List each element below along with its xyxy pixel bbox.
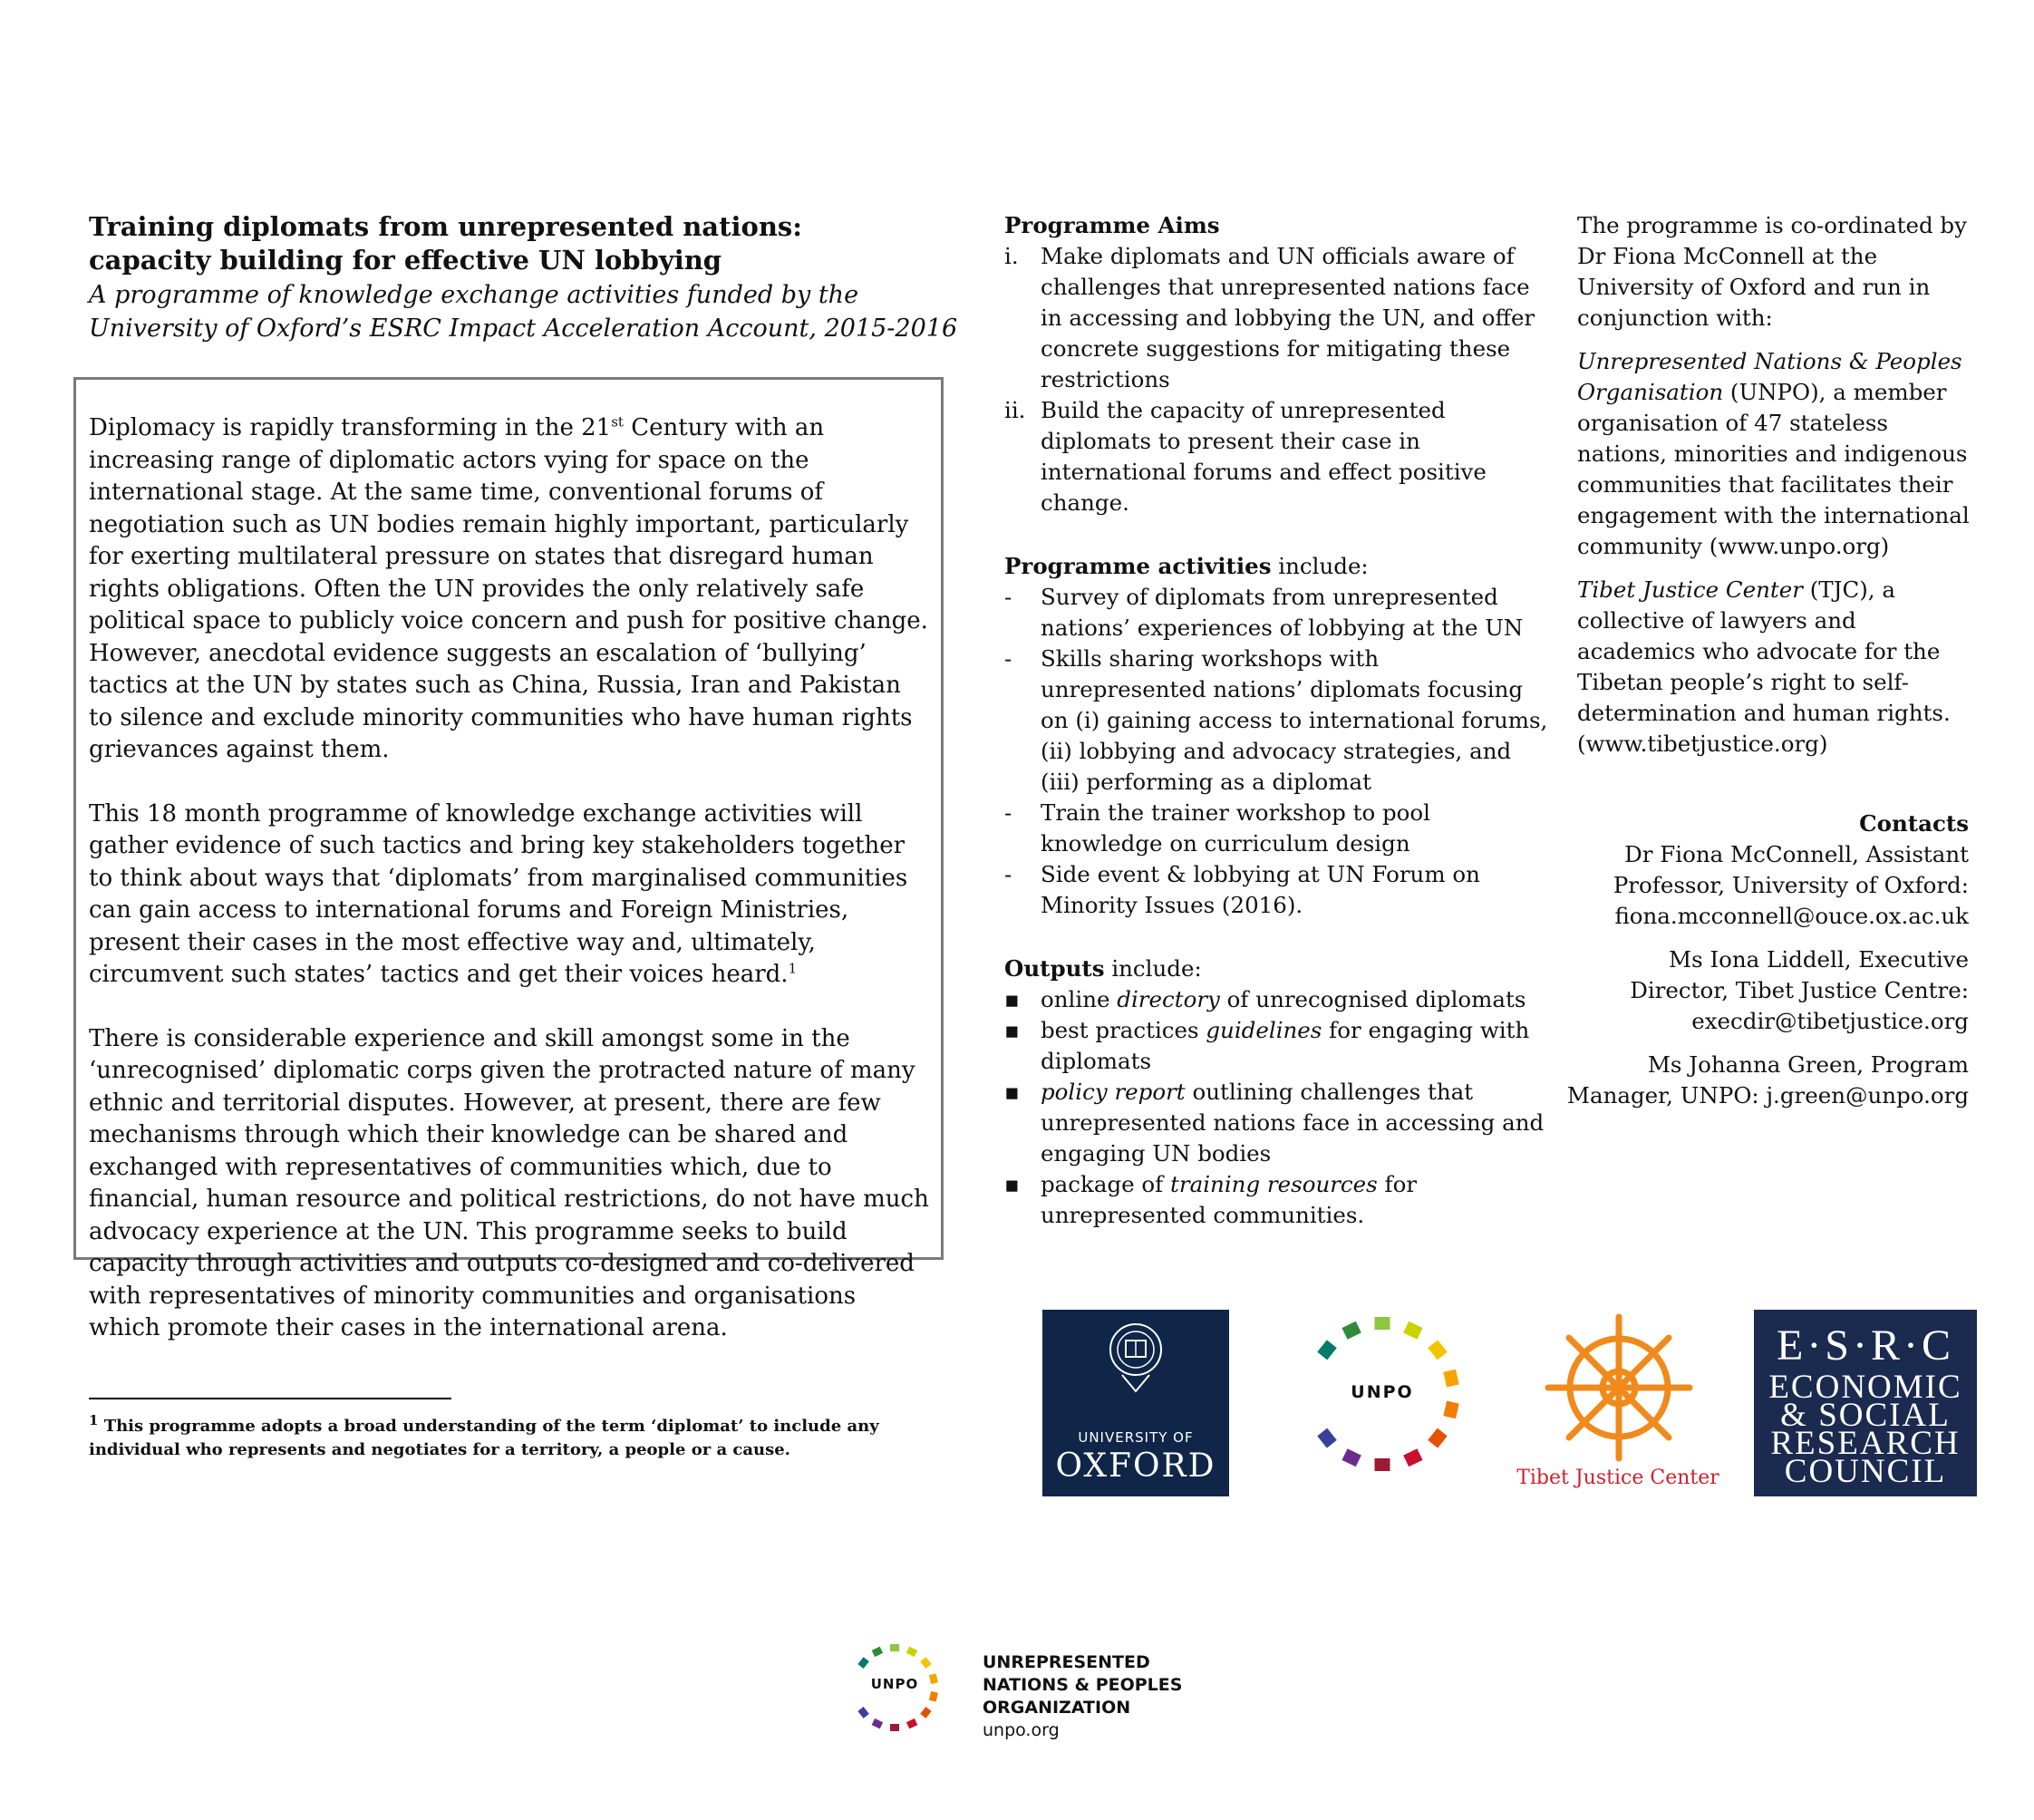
contact-email[interactable]: execdir@tibetjustice.org <box>1691 1008 1969 1034</box>
oxford-logo <box>1042 1310 1229 1496</box>
ring-segment <box>1317 1428 1337 1448</box>
outputs-heading <box>1004 954 1548 984</box>
contact-line: Ms Iona Liddell, Executive <box>1669 946 1969 973</box>
ring-segment <box>1341 1448 1361 1467</box>
unpo-description <box>1577 346 1976 562</box>
ring-segment <box>872 1718 883 1729</box>
item-text: online <box>1041 986 1118 1012</box>
esrc-line: COUNCIL <box>1784 1453 1947 1490</box>
list-item-text: Make diplomats and UN officials aware of challenges that unrepresented nations face in accessing and lobbying the UN, and offer concrete suggestions for mitigating these restrictions <box>1041 243 1535 392</box>
esrc-line: RESEARCH <box>1770 1425 1961 1462</box>
ring-segment <box>929 1691 938 1702</box>
esrc-fullname <box>1754 1369 1977 1490</box>
ring-segment <box>1428 1428 1448 1448</box>
dash-marker: - <box>1004 645 1012 672</box>
list-item <box>1004 798 1548 859</box>
ring-segment <box>890 1724 899 1731</box>
oxford-logo-line2: OXFORD <box>1055 1447 1216 1485</box>
intro-p2-text: This 18 month programme of knowledge exchange activities will gather evidence of such tactics and bring key stakeholders together to think about ways that ‘diplomats’ from marginalised communities can gain access to international forums and Foreign Ministries, present their cases in the most effective way and, ultimately, circumvent such states’ tactics and get their voices heard. <box>89 799 908 988</box>
title-line-1: Training diplomats from unrepresented nations: <box>89 211 802 242</box>
dash-marker: - <box>1004 584 1012 610</box>
ring-segment <box>906 1718 917 1729</box>
dash-marker: - <box>1004 861 1012 887</box>
ring-segment <box>920 1657 931 1669</box>
item-emphasis: guidelines <box>1206 1017 1322 1043</box>
intro-paragraph-1 <box>89 412 932 767</box>
footnote-ref[interactable]: 1 <box>788 960 798 977</box>
item-text: best practices <box>1041 1017 1206 1043</box>
intro-p1-text-b: Century with an increasing range of diplomatic actors vying for space on the international stage. At the same time, conventional forums of negotiation such as UN bodies remain highly important, particularly for exerting multilateral pressure on states that disregard human rights obligations. Often the UN provides the only relatively safe political space to publicly voice concern and push for positive change. However, anecdotal evidence suggests an escalation of ‘bullying’ tactics at the UN by states such as China, Russia, Iran and Pakistan to silence and exclude minority communities who have human rights grievances against them. <box>89 414 928 763</box>
esrc-logo <box>1754 1310 1977 1496</box>
contacts <box>1541 808 1969 1124</box>
intro-p1-text-a: Diplomacy is rapidly transforming in the 21 <box>89 414 612 441</box>
programme-column <box>1004 210 1548 1263</box>
tjc-name: Tibet Justice Center <box>1577 576 1803 603</box>
subtitle-line-1: A programme of knowledge exchange activities funded by the <box>89 281 859 309</box>
unpo-footer-word: UNPO <box>870 1676 919 1692</box>
esrc-initials: E·S·R·C <box>1777 1321 1954 1370</box>
list-item <box>1004 1169 1548 1231</box>
tjc-text: (TJC), a collective of lawyers and academics who advocate for the Tibetan people’s right to self-determination and human rights. (www.tibetjustice.org) <box>1577 576 1951 757</box>
coordination-intro: The programme is co-ordinated by Dr Fiona McConnell at the University of Oxford and run in conjunction with: <box>1577 212 1967 331</box>
page-subtitle <box>89 278 959 345</box>
list-item <box>1004 241 1548 395</box>
outputs-heading-suffix: include: <box>1104 955 1202 982</box>
subtitle-line-2: University of Oxford’s ESRC Impact Acceleration Account, 2015-2016 <box>89 315 958 343</box>
list-item <box>1004 859 1548 921</box>
coordination-column <box>1577 210 1976 772</box>
item-emphasis: policy report <box>1041 1079 1186 1105</box>
dash-marker: - <box>1004 799 1012 826</box>
activities-list <box>1004 582 1548 921</box>
ring-segment <box>1375 1458 1390 1471</box>
list-marker: ii. <box>1004 397 1026 423</box>
ring-segment <box>872 1647 883 1658</box>
activities-heading-suffix: include: <box>1271 553 1369 579</box>
tjc-logo-name: Tibet Justice Center <box>1516 1467 1719 1489</box>
contact-liddell <box>1541 944 1969 1037</box>
footnote-text: This programme adopts a broad understanding of the term ‘diplomat’ to include any individual who represents and negotiates for a territory, a people or a cause. <box>89 1417 879 1459</box>
unpo-logo-word: UNPO <box>1351 1382 1414 1402</box>
ring-segment <box>857 1707 868 1718</box>
aims-list <box>1004 241 1548 518</box>
contact-line: Professor, University of Oxford: <box>1613 872 1969 898</box>
unpo-footer-line: NATIONS & PEOPLES <box>983 1675 1183 1695</box>
ring-segment <box>1341 1321 1361 1340</box>
contact-green <box>1541 1050 1969 1111</box>
unpo-footer-line: UNREPRESENTED <box>983 1652 1150 1672</box>
intro-paragraph-3: There is considerable experience and skill amongst some in the ‘unrecognised’ diplomatic corps given the protracted nature of many ethnic and territorial disputes. However, at present, there are few mechanisms through which their knowledge can be shared and exchanged with representatives of communities which, due to financial, human resource and political restrictions, do not have much advocacy experience at the UN. This programme seeks to build capacity through activities and outputs co-designed and co-delivered with representatives of minority communities and organisations which promote their cases in the international arena. <box>89 1024 929 1341</box>
ring-segment <box>906 1647 917 1658</box>
ring-segment <box>1317 1340 1337 1360</box>
list-item-text: Side event & lobbying at UN Forum on Minority Issues (2016). <box>1041 861 1480 918</box>
aims-heading: Programme Aims <box>1004 212 1220 238</box>
square-bullet-icon: ▪ <box>1004 1079 1020 1105</box>
footnote-number: 1 <box>89 1412 99 1428</box>
oxford-logo-line1: UNIVERSITY OF <box>1078 1429 1194 1446</box>
outputs-heading-bold: Outputs <box>1004 955 1105 982</box>
tjc-description <box>1577 575 1976 760</box>
ring-segment <box>1403 1448 1422 1467</box>
list-item <box>1004 984 1548 1015</box>
ring-segment <box>890 1644 899 1651</box>
item-emphasis: directory <box>1117 986 1220 1012</box>
ring-segment <box>1403 1321 1422 1340</box>
item-emphasis: training resources <box>1170 1171 1378 1197</box>
square-bullet-icon: ▪ <box>1004 986 1020 1012</box>
unpo-text: (UNPO), a member organisation of 47 stateless nations, minorities and indigenous communities that facilitates their engagement with the international community (www.unpo.org) <box>1577 379 1970 559</box>
ring-segment <box>1375 1317 1390 1330</box>
list-item-text: Train the trainer workshop to pool knowledge on curriculum design <box>1041 799 1431 857</box>
item-text: package of <box>1041 1171 1171 1197</box>
unpo-footer-line: ORGANIZATION <box>983 1698 1131 1718</box>
dharma-wheel-icon <box>1541 1310 1697 1466</box>
ring-segment <box>1428 1340 1448 1360</box>
activities-heading-bold: Programme activities <box>1004 553 1272 579</box>
contact-line: Ms Johanna Green, Program <box>1647 1051 1969 1078</box>
esrc-line: & SOCIAL <box>1780 1397 1951 1434</box>
oxford-crest-icon <box>1106 1322 1166 1395</box>
list-item <box>1004 1077 1548 1169</box>
contact-email[interactable]: fiona.mcconnell@ouce.ox.ac.uk <box>1614 903 1969 929</box>
contact-line: Manager, UNPO: j.green@unpo.org <box>1566 1082 1969 1108</box>
item-text: of unrecognised diplomats <box>1219 986 1526 1012</box>
list-item <box>1004 644 1548 798</box>
list-item-text: Build the capacity of unrepresented diplomats to present their case in international forums and effect positive change. <box>1041 397 1487 516</box>
activities-heading <box>1004 551 1548 582</box>
ring-segment <box>857 1657 868 1669</box>
unpo-footer-url[interactable]: unpo.org <box>983 1720 1060 1740</box>
ordinal-superscript: st <box>611 413 624 431</box>
contacts-heading: Contacts <box>1859 810 1969 837</box>
unpo-name: Unrepresented Nations & Peoples Organisation <box>1577 348 1962 405</box>
unpo-footer-text <box>983 1651 1254 1742</box>
footnote-divider <box>89 1398 451 1399</box>
title-line-2: capacity building for effective UN lobbying <box>89 245 722 276</box>
item-text: for engaging with diplomats <box>1041 1017 1530 1074</box>
page-title <box>89 210 959 277</box>
list-item-text: Skills sharing workshops with unrepresented nations’ diplomats focusing on (i) gaining access to international forums, (ii) lobbying and advocacy strategies, and (iii) performing as a diplomat <box>1041 645 1548 795</box>
intro-paragraph-2 <box>89 799 932 992</box>
ring-segment <box>1443 1401 1458 1419</box>
ring-segment <box>920 1707 931 1718</box>
list-item <box>1004 1015 1548 1077</box>
footnote <box>89 1412 941 1462</box>
list-item <box>1004 395 1548 518</box>
contact-line: Director, Tibet Justice Centre: <box>1630 977 1969 1003</box>
intro-text <box>89 412 932 1377</box>
square-bullet-icon: ▪ <box>1004 1017 1020 1043</box>
esrc-line: ECONOMIC <box>1768 1369 1962 1406</box>
contact-mcconnell <box>1541 839 1969 932</box>
square-bullet-icon: ▪ <box>1004 1171 1020 1197</box>
item-text: outlining challenges that unrepresented nations face in accessing and engaging UN bodies <box>1041 1079 1545 1167</box>
list-item-text: Survey of diplomats from unrepresented nations’ experiences of lobbying at the UN <box>1041 584 1524 641</box>
list-item <box>1004 582 1548 644</box>
contact-line: Dr Fiona McConnell, Assistant <box>1624 841 1969 867</box>
outputs-list <box>1004 984 1548 1231</box>
item-text: for unrepresented communities. <box>1041 1171 1418 1228</box>
list-marker: i. <box>1004 243 1019 269</box>
